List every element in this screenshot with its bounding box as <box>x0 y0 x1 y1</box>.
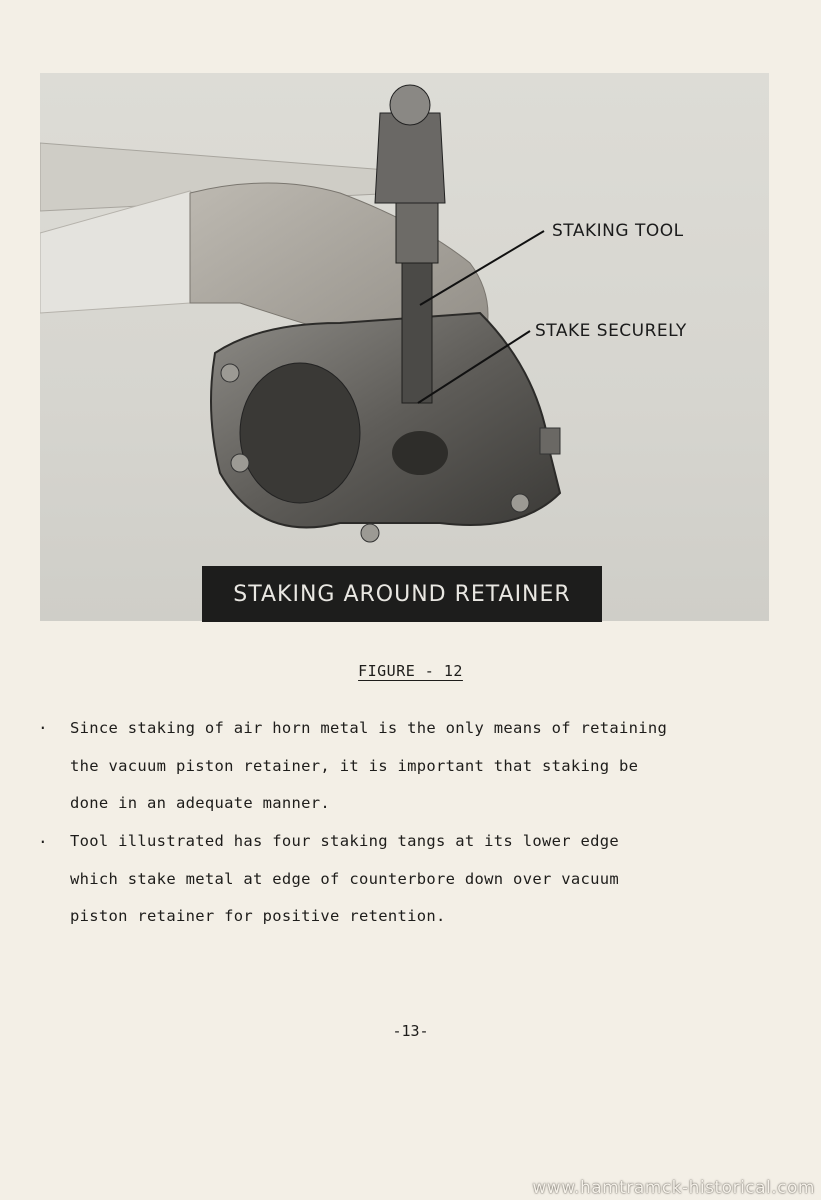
figure-photo <box>40 73 769 621</box>
hammer-head <box>375 113 445 203</box>
hammer-ball <box>390 85 430 125</box>
watermark: www.hamtramck-historical.com <box>532 1178 815 1198</box>
paragraph-2: Tool illustrated has four staking tangs at its lower edge which stake metal at edge of counterbore down over vacuum piston retainer for positive retention. <box>70 832 620 925</box>
staking-tool-callout: STAKING TOOL <box>552 221 684 241</box>
carburetor-bore <box>240 363 360 503</box>
staking-tool-knurl <box>396 203 438 263</box>
figure-label <box>0 662 821 680</box>
figure-caption: STAKING AROUND RETAINER <box>202 566 602 622</box>
carburetor-staking-illustration <box>40 73 769 621</box>
figure-label-text: FIGURE - 12 <box>358 662 463 680</box>
bullet-2: . <box>38 828 48 847</box>
stake-securely-callout: STAKE SECURELY <box>535 321 687 341</box>
counterbore <box>392 431 448 475</box>
bullet-1: . <box>38 714 48 733</box>
paragraph-1: Since staking of air horn metal is the only means of retaining the vacuum piston retainer, it is important that staking be done in an adequate manner. <box>70 719 668 812</box>
page-number: -13- <box>392 1022 429 1040</box>
